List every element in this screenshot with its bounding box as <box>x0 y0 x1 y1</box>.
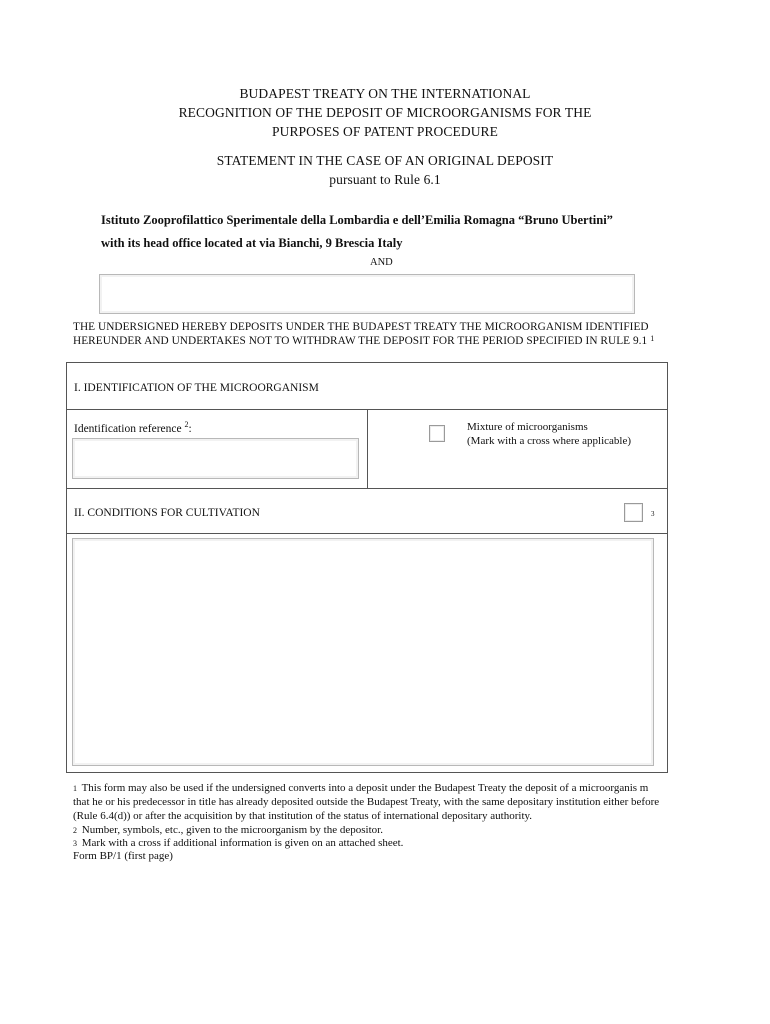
frame-top-rule <box>66 362 668 363</box>
footnote-1-line-2: that he or his predecessor in title has already deposited outside the Budapest Treaty, with the same depositary institution either before <box>73 796 660 808</box>
title-line-3: PURPOSES OF PATENT PROCEDURE <box>272 124 498 139</box>
declaration-line-1: THE UNDERSIGNED HEREBY DEPOSITS UNDER THE BUDAPEST TREATY THE MICROORGANISM IDENTIFIED <box>73 321 649 333</box>
footnote-1-line-1: 1 This form may also be used if the undersigned converts into a deposit under the Budapest Treaty the deposit of a microorganis m <box>73 782 649 794</box>
mixture-checkbox[interactable] <box>429 425 445 442</box>
section2-divider <box>66 488 668 489</box>
title-line-2: RECOGNITION OF THE DEPOSIT OF MICROORGANISMS FOR THE <box>178 105 592 120</box>
form-identifier: Form BP/1 (first page) <box>73 850 173 862</box>
title-line-1: BUDAPEST TREATY ON THE INTERNATIONAL <box>239 86 531 101</box>
section1-column-divider <box>367 409 368 489</box>
declaration-footnote-ref: 1 <box>650 334 655 343</box>
mixture-label: Mixture of microorganisms <box>467 421 588 433</box>
identification-reference-label: Identification reference $^2$: <box>74 420 192 435</box>
frame-right-rule <box>667 362 668 773</box>
mixture-hint: (Mark with a cross where applicable) <box>467 435 632 447</box>
footnote-1-line-3: (Rule 6.4(d)) or after the acquisition by that institution of the status of international depositary authority. <box>73 810 533 822</box>
attached-sheet-checkbox[interactable] <box>624 503 643 522</box>
declaration-line-2: HEREUNDER AND UNDERTAKES NOT TO WITHDRAW THE DEPOSIT FOR THE PERIOD SPECIFIED IN RULE 9.1 $^1$ <box>73 334 655 347</box>
frame-bottom-rule <box>66 772 668 773</box>
section2-footnote-ref: 3 <box>651 510 655 518</box>
depositor-institute: Istituto Zooprofilattico Sperimentale della Lombardia e dell’Emilia Romagna “Bruno Ubertini” <box>101 213 613 227</box>
co-depositor-field[interactable] <box>99 274 635 314</box>
footnote-2: 2 Number, symbols, etc., given to the microorganism by the depositor. <box>73 824 383 836</box>
footnote-3: 3 Mark with a cross if additional information is given on an attached sheet. <box>73 837 404 849</box>
frame-left-rule <box>66 362 67 773</box>
section2-heading: II. CONDITIONS FOR CULTIVATION <box>74 507 260 519</box>
and-label: AND <box>370 257 393 268</box>
statement-heading: STATEMENT IN THE CASE OF AN ORIGINAL DEPOSIT <box>216 153 554 168</box>
rule-reference: pursuant to Rule 6.1 <box>329 172 441 187</box>
section2-header-divider <box>66 533 668 534</box>
depositor-head-office: with its head office located at via Bianchi, 9 Brescia Italy <box>101 236 403 250</box>
section1-heading: I. IDENTIFICATION OF THE MICROORGANISM <box>74 382 319 394</box>
cultivation-conditions-field[interactable] <box>72 538 654 766</box>
identification-reference-field[interactable] <box>72 438 359 479</box>
